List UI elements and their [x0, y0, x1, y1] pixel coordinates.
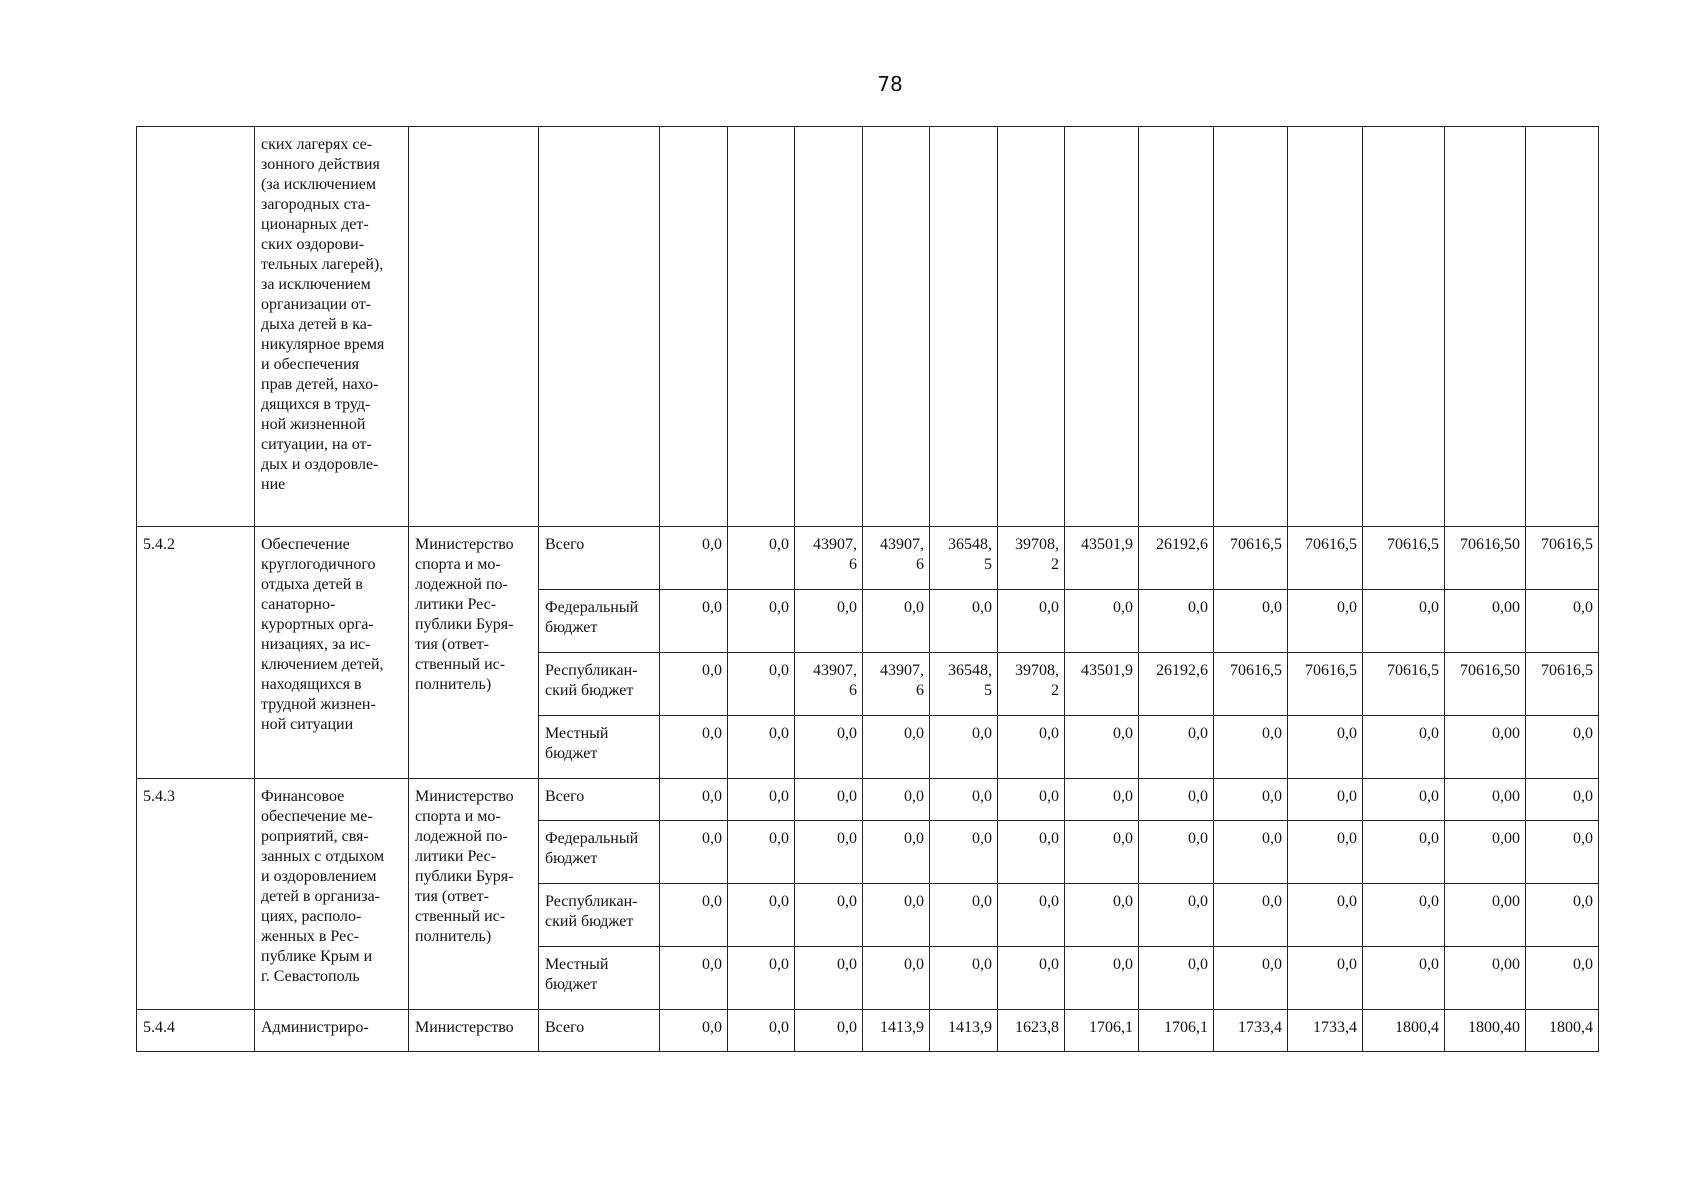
value-cell: 0,0 — [930, 821, 998, 884]
executor-cell: Министерство — [409, 1010, 539, 1052]
value-cell: 0,00 — [1445, 779, 1526, 821]
value-cell: 1733,4 — [1214, 1010, 1288, 1052]
value-cell: 70616,5 — [1288, 653, 1363, 716]
value-cell: 36548, 5 — [930, 653, 998, 716]
value-cell: 1706,1 — [1139, 1010, 1214, 1052]
value-cell: 1800,4 — [1363, 1010, 1445, 1052]
value-cell: 0,0 — [1065, 716, 1139, 779]
value-cell: 0,0 — [863, 716, 930, 779]
value-cell: 70616,50 — [1445, 527, 1526, 590]
value-cell: 36548, 5 — [930, 527, 998, 590]
value-cell: 0,0 — [728, 1010, 795, 1052]
value-cell: 43907, 6 — [795, 653, 863, 716]
value-cell: 0,0 — [930, 779, 998, 821]
value-cell: 0,0 — [1214, 884, 1288, 947]
value-cell: 0,0 — [998, 884, 1065, 947]
value-cell: 0,0 — [1363, 590, 1445, 653]
code-cell: 5.4.3 — [137, 779, 255, 1010]
value-cell: 0,0 — [1139, 947, 1214, 1010]
value-cell: 0,0 — [795, 947, 863, 1010]
value-cell: 0,0 — [660, 716, 728, 779]
value-cell — [863, 127, 930, 527]
value-cell: 0,0 — [728, 527, 795, 590]
value-cell: 70616,5 — [1214, 653, 1288, 716]
value-cell: 70616,5 — [1214, 527, 1288, 590]
value-cell — [1139, 127, 1214, 527]
value-cell — [1363, 127, 1445, 527]
funding-source-cell: Республикан- ский бюджет — [539, 653, 660, 716]
value-cell: 0,0 — [1065, 884, 1139, 947]
value-cell: 0,0 — [795, 716, 863, 779]
value-cell: 39708, 2 — [998, 527, 1065, 590]
executor-cell: Министерство спорта и мо- лодежной по- литики Рес- публики Буря- тия (ответ- ственный ис- полнитель) — [409, 779, 539, 1010]
value-cell: 0,0 — [1363, 716, 1445, 779]
value-cell: 0,0 — [1065, 779, 1139, 821]
value-cell: 26192,6 — [1139, 653, 1214, 716]
value-cell — [1288, 127, 1363, 527]
value-cell: 43907, 6 — [863, 527, 930, 590]
value-cell: 0,00 — [1445, 884, 1526, 947]
value-cell: 0,0 — [1363, 779, 1445, 821]
value-cell: 0,0 — [930, 947, 998, 1010]
value-cell: 0,0 — [728, 590, 795, 653]
value-cell: 0,0 — [930, 716, 998, 779]
value-cell: 0,0 — [1288, 590, 1363, 653]
value-cell: 0,0 — [1526, 884, 1599, 947]
value-cell: 0,0 — [728, 884, 795, 947]
code-cell: 5.4.2 — [137, 527, 255, 779]
value-cell: 0,0 — [1065, 821, 1139, 884]
funding-source-cell: Всего — [539, 527, 660, 590]
value-cell: 70616,5 — [1363, 653, 1445, 716]
value-cell: 0,0 — [1363, 884, 1445, 947]
measure-name-cell: Обеспечение круглогодичного отдыха детей в санаторно- курортных орга- низациях, за ис- ключением детей, находящихся в трудной жизнен- ной ситуации — [255, 527, 409, 779]
value-cell: 0,0 — [998, 779, 1065, 821]
value-cell: 70616,5 — [1526, 527, 1599, 590]
value-cell: 0,0 — [1139, 590, 1214, 653]
value-cell: 0,0 — [728, 947, 795, 1010]
value-cell: 70616,5 — [1288, 527, 1363, 590]
value-cell: 0,0 — [1065, 947, 1139, 1010]
value-cell: 0,0 — [795, 779, 863, 821]
value-cell — [1445, 127, 1526, 527]
page-number: 78 — [877, 72, 903, 96]
value-cell: 0,0 — [1288, 884, 1363, 947]
code-cell — [137, 127, 255, 527]
funding-source-cell: Федеральный бюджет — [539, 821, 660, 884]
value-cell: 0,0 — [795, 884, 863, 947]
value-cell: 0,0 — [930, 884, 998, 947]
value-cell — [795, 127, 863, 527]
source-cell — [539, 127, 660, 527]
funding-source-cell: Местный бюджет — [539, 947, 660, 1010]
value-cell: 70616,50 — [1445, 653, 1526, 716]
value-cell: 0,0 — [930, 590, 998, 653]
value-cell: 1413,9 — [930, 1010, 998, 1052]
value-cell: 0,0 — [660, 1010, 728, 1052]
table-row — [137, 1010, 1599, 1052]
value-cell — [998, 127, 1065, 527]
value-cell: 0,0 — [863, 590, 930, 653]
value-cell: 0,0 — [1363, 821, 1445, 884]
value-cell: 0,00 — [1445, 716, 1526, 779]
value-cell: 1706,1 — [1065, 1010, 1139, 1052]
value-cell: 1800,40 — [1445, 1010, 1526, 1052]
funding-source-cell: Федеральный бюджет — [539, 590, 660, 653]
value-cell: 39708, 2 — [998, 653, 1065, 716]
value-cell: 0,0 — [728, 821, 795, 884]
value-cell: 0,0 — [1288, 716, 1363, 779]
value-cell: 1623,8 — [998, 1010, 1065, 1052]
value-cell — [728, 127, 795, 527]
value-cell: 0,0 — [998, 821, 1065, 884]
table-body — [137, 127, 1599, 1052]
value-cell: 0,0 — [998, 716, 1065, 779]
value-cell: 0,0 — [1526, 821, 1599, 884]
value-cell: 0,00 — [1445, 590, 1526, 653]
value-cell: 0,0 — [660, 884, 728, 947]
value-cell: 0,0 — [660, 590, 728, 653]
value-cell: 0,0 — [863, 884, 930, 947]
value-cell: 0,0 — [795, 821, 863, 884]
code-cell: 5.4.4 — [137, 1010, 255, 1052]
table-row — [137, 779, 1599, 821]
value-cell: 26192,6 — [1139, 527, 1214, 590]
value-cell: 0,0 — [1288, 947, 1363, 1010]
funding-source-cell: Всего — [539, 779, 660, 821]
value-cell: 0,0 — [863, 779, 930, 821]
value-cell — [660, 127, 728, 527]
value-cell: 0,0 — [660, 653, 728, 716]
value-cell: 1800,4 — [1526, 1010, 1599, 1052]
value-cell: 1733,4 — [1288, 1010, 1363, 1052]
measure-name-cell: Финансовое обеспечение ме- роприятий, свя- занных с отдыхом и оздоровлением детей в организа- циях, располо- женных в Рес- публике Крым и г. Севастополь — [255, 779, 409, 1010]
value-cell: 0,0 — [660, 779, 728, 821]
value-cell: 0,0 — [1065, 590, 1139, 653]
value-cell: 0,0 — [1526, 590, 1599, 653]
measure-name-cell — [255, 127, 409, 527]
value-cell: 0,0 — [1214, 590, 1288, 653]
value-cell: 0,0 — [1526, 779, 1599, 821]
value-cell: 1413,9 — [863, 1010, 930, 1052]
executor-cell: Министерство спорта и мо- лодежной по- литики Рес- публики Буря- тия (ответ- ственный ис- полнитель) — [409, 527, 539, 779]
value-cell: 0,0 — [795, 1010, 863, 1052]
table-row — [137, 527, 1599, 590]
table-row-continuation — [137, 127, 1599, 527]
value-cell: 43907, 6 — [795, 527, 863, 590]
value-cell: 0,00 — [1445, 947, 1526, 1010]
value-cell: 0,0 — [998, 947, 1065, 1010]
measure-name-cell: Администриро- — [255, 1010, 409, 1052]
value-cell: 0,0 — [1214, 947, 1288, 1010]
value-cell: 0,0 — [660, 821, 728, 884]
value-cell: 0,0 — [660, 527, 728, 590]
value-cell: 0,0 — [728, 716, 795, 779]
value-cell: 0,0 — [998, 590, 1065, 653]
value-cell: 0,0 — [1139, 779, 1214, 821]
measure-name-text: ских лагерях се- зонного действия (за исключением загородных ста- ционарных дет- ских оздорови- тельных лагерей), за исключением организации от- дыха детей в ка- никулярное время и обеспечения прав детей, нахо- дящихся в труд- ной жизненной ситуации, на от- дых и оздоровле- ние — [261, 136, 385, 493]
value-cell: 70616,5 — [1526, 653, 1599, 716]
value-cell: 0,0 — [1288, 821, 1363, 884]
value-cell: 0,0 — [660, 947, 728, 1010]
funding-source-cell: Республикан- ский бюджет — [539, 884, 660, 947]
value-cell — [1065, 127, 1139, 527]
value-cell: 0,0 — [728, 779, 795, 821]
value-cell: 43907, 6 — [863, 653, 930, 716]
value-cell — [930, 127, 998, 527]
value-cell: 0,0 — [1214, 779, 1288, 821]
value-cell: 0,0 — [1526, 947, 1599, 1010]
value-cell — [1214, 127, 1288, 527]
value-cell: 43501,9 — [1065, 653, 1139, 716]
value-cell: 0,00 — [1445, 821, 1526, 884]
funding-source-cell: Местный бюджет — [539, 716, 660, 779]
executor-cell — [409, 127, 539, 527]
funding-source-cell: Всего — [539, 1010, 660, 1052]
value-cell: 0,0 — [1139, 884, 1214, 947]
value-cell: 43501,9 — [1065, 527, 1139, 590]
value-cell: 0,0 — [1363, 947, 1445, 1010]
value-cell: 0,0 — [1214, 716, 1288, 779]
value-cell: 0,0 — [1214, 821, 1288, 884]
value-cell: 0,0 — [1526, 716, 1599, 779]
value-cell: 0,0 — [863, 947, 930, 1010]
value-cell — [1526, 127, 1599, 527]
value-cell: 0,0 — [1139, 716, 1214, 779]
value-cell: 70616,5 — [1363, 527, 1445, 590]
budget-table — [136, 126, 1599, 1052]
value-cell: 0,0 — [795, 590, 863, 653]
value-cell: 0,0 — [728, 653, 795, 716]
value-cell: 0,0 — [1139, 821, 1214, 884]
value-cell: 0,0 — [863, 821, 930, 884]
value-cell: 0,0 — [1288, 779, 1363, 821]
